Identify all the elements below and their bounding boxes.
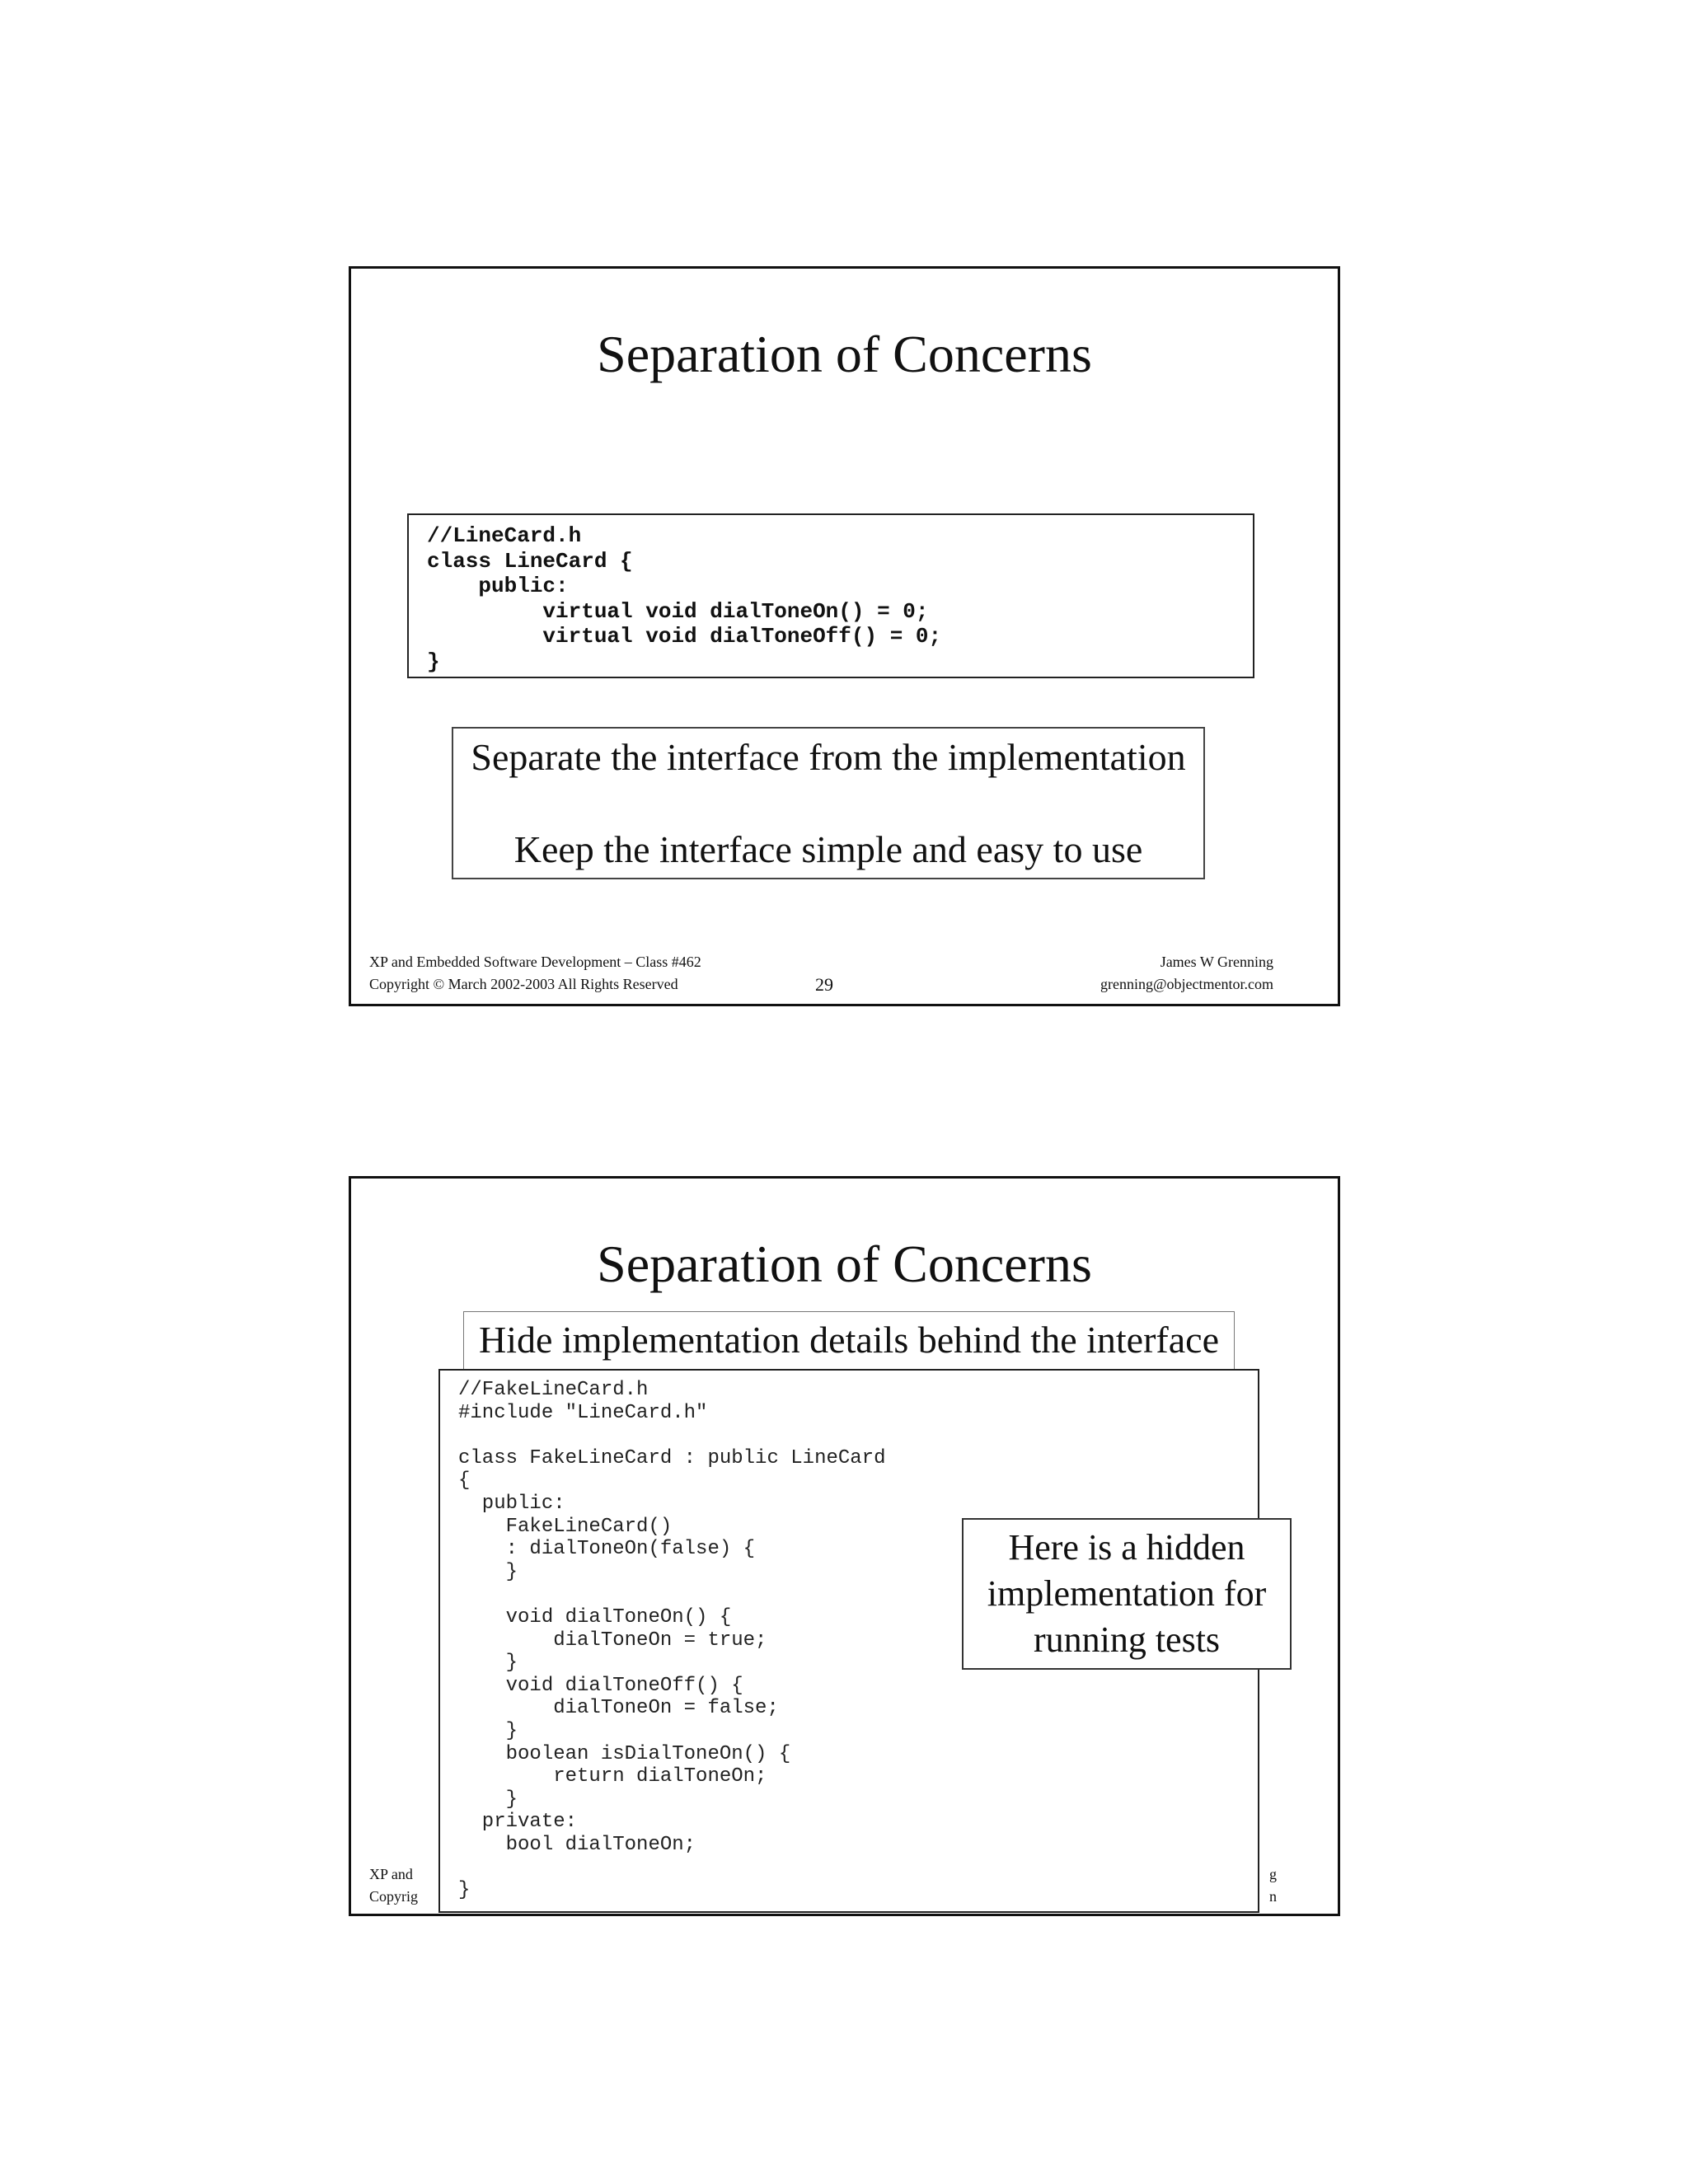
linecard-code-block [407, 513, 1254, 678]
note-line: Here is a hidden [1008, 1527, 1245, 1568]
slide-30 [349, 1176, 1340, 1916]
code-line: : dialToneOn(false) { [458, 1538, 756, 1561]
note-separate-interface: Separate the interface from the implementation [471, 736, 1186, 778]
slide-footer-left-clipped [369, 1863, 418, 1908]
footer-course-clipped: XP and [369, 1866, 413, 1882]
slide-title: Separation of Concerns [597, 325, 1092, 383]
code-line: } [458, 1788, 518, 1811]
code-line: private: [458, 1811, 578, 1834]
code-line: //LineCard.h [427, 523, 582, 548]
code-line: //FakeLineCard.h [458, 1379, 649, 1401]
hidden-implementation-note [962, 1518, 1292, 1670]
code-line: public: [458, 1492, 565, 1515]
note-line: running tests [1033, 1619, 1221, 1660]
code-line: dialToneOn = true; [458, 1629, 767, 1652]
footer-author: James W Grenning [1160, 954, 1273, 970]
code-line: public: [427, 574, 569, 598]
code-line: boolean isDialToneOn() { [458, 1742, 791, 1765]
code-line: } [427, 649, 440, 674]
footer-course: XP and Embedded Software Development – Class #462 [369, 954, 701, 970]
note-keep-simple: Keep the interface simple and easy to use [513, 828, 1143, 870]
footer-email-clipped: n [1269, 1888, 1277, 1905]
code-line: void dialToneOff() { [458, 1674, 743, 1697]
code-line [458, 1856, 1258, 1879]
page-number: 29 [815, 974, 833, 995]
interface-note-box [452, 727, 1205, 879]
slide-footer-right-clipped [1269, 1863, 1277, 1908]
code-line: bool dialToneOn; [458, 1833, 696, 1856]
slide-footer-left [369, 951, 701, 996]
footer-copyright: Copyright © March 2002-2003 All Rights Reserved [369, 976, 678, 992]
code-line: dialToneOn = false; [458, 1697, 779, 1720]
code-line: class FakeLineCard : public LineCard [458, 1446, 886, 1469]
code-line: } [458, 1719, 518, 1742]
code-line: } [458, 1879, 471, 1902]
code-line: } [458, 1652, 518, 1675]
code-line: virtual void dialToneOn() = 0; [427, 598, 929, 624]
code-line [458, 1424, 1258, 1447]
footer-author-clipped: g [1269, 1866, 1277, 1882]
note-line: implementation for [987, 1573, 1267, 1614]
slide-footer-right [1100, 951, 1273, 996]
code-line: { [458, 1469, 471, 1493]
code-line: void dialToneOn() { [458, 1605, 732, 1629]
code-line: class LineCard { [427, 548, 633, 574]
footer-copyright-clipped: Copyrig [369, 1888, 419, 1905]
code-line: virtual void dialToneOff() = 0; [427, 624, 942, 649]
slide-29 [349, 266, 1340, 1006]
code-line: #include "LineCard.h" [458, 1401, 708, 1424]
code-line: return dialToneOn; [458, 1765, 767, 1788]
code-line: FakeLineCard() [458, 1515, 673, 1538]
footer-email: grenning@objectmentor.com [1100, 976, 1273, 992]
hide-implementation-caption: Hide implementation details behind the interface [463, 1311, 1235, 1371]
slide-title: Separation of Concerns [597, 1235, 1092, 1293]
code-line: } [458, 1560, 518, 1583]
